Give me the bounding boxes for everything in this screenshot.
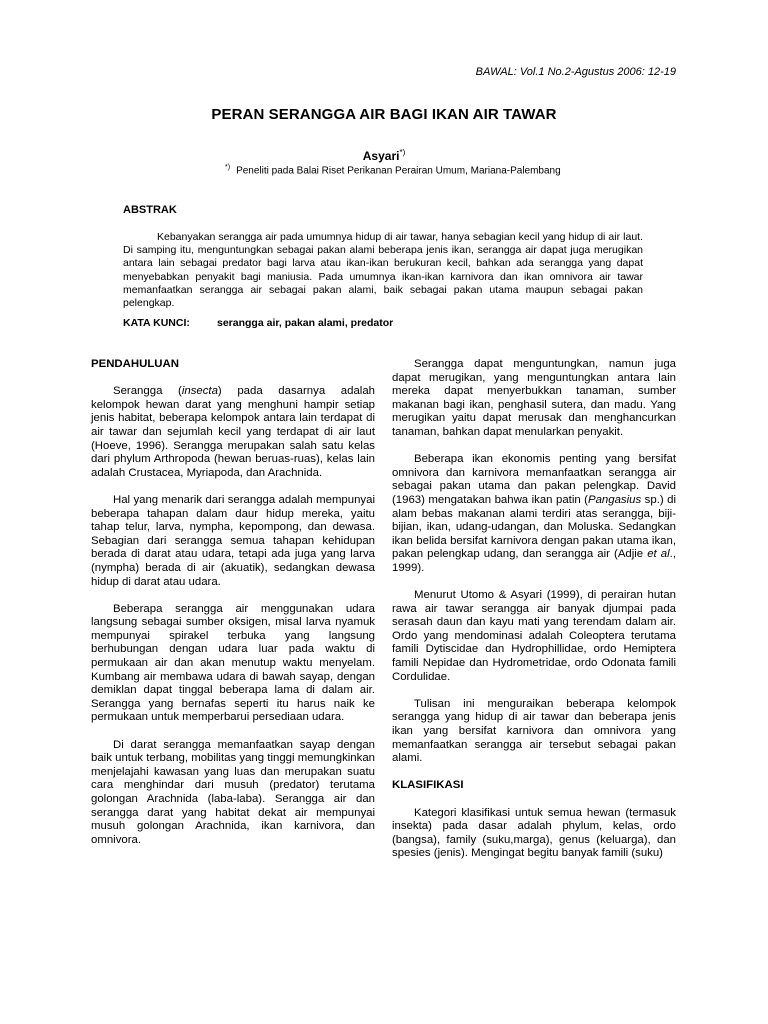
paragraph: Beberapa serangga air menggunakan udara langsung sebagai sumber oksigen, misal larva nyamuk mempunyai spirakel terbuka yang langsung berhubungan dengan udara luar pada waktu di permukaan air dan akan menutup waktu menyelam. Kumbang air membawa udara di bawah sayap, dengan demiklan dapat tinggal beberapa lama di dalam air. Serangga yang bernafas seperti itu harus naik ke permukaan untuk memperbarui persediaan udara. <box>91 602 375 724</box>
author <box>0 148 768 163</box>
italic-term: et al <box>647 548 670 561</box>
author-mark: *) <box>399 148 406 157</box>
paragraph: Menurut Utomo & Asyari (1999), di perairan hutan rawa air tawar serangga air banyak djumpai pada serasah daun dan kayu mati yang terendam dalam air. Ordo yang mendominasi adalah Coleoptera terutama famili Dytiscidae dan Hydrophillidae, ordo Hemiptera famili Nepidae dan Hydrometridae, ordo Odonata famili Cordulidae. <box>392 589 676 683</box>
paragraph: Serangga dapat menguntungkan, namun juga dapat merugikan, yang menguntungkan antara lain mereka dapat menyerbukkan tanaman, sumber makanan bagi ikan, penghasil sutera, dan madu. Yang merugikan yaitu dapat merusak dan menghancurkan tanaman, bahkan dapat menularkan penyakit. <box>392 358 676 438</box>
paragraph: Hal yang menarik dari serangga adalah mempunyai beberapa tahapan dalam daur hidup mereka, yaitu tahap telur, larva, nympha, kepompong, dan dewasa. Sebagian dari serangga semua tahapan kehidupan berada di darat atau udara, tetapi ada juga yang larva (nympha) berada di air (akuatik), sedangkan dewasa hidup di darat atau udara. <box>91 493 375 588</box>
paragraph: Di darat serangga memanfaatkan sayap dengan baik untuk terbang, mobilitas yang tinggi memungkinkan menjelajahi kawasan yang luas dan merupakan suatu cara menghindar dari musuh (predator) terutama golongan Arachnida (laba-laba). Serangga air dan serangga darat yang habitat dekat air mempunyai musuh golongan Arachnida, ikan karnivora, dan omnivora. <box>91 738 375 846</box>
text-run: ) pada dasarnya adalah kelompok hewan darat yang menghuni hampir setiap jenis habitat, beberapa kelompok antara lain terdapat di air tawar dan sejumlah kecil yang terdapat di air laut (Hoeve, 1996). Serangga merupakan salah satu kelas dari phylum Arthropoda (hewan beruas-ruas), kelas lain adalah Crustacea, Myriapoda, dan Arachnida. <box>91 385 375 479</box>
abstract-body <box>123 231 643 310</box>
section-heading-pendahuluan: PENDAHULUAN <box>91 358 179 370</box>
italic-term: Pangasius <box>587 493 642 506</box>
text-run: sp.) di alam bebas makanan alami terdiri atas serangga, biji-bijian, ikan, udang-udangan, dan Moluska. Sedangkan ikan belida bersifat karnivora dengan pakan utama ikan, pakan pelengkap udang, dan serangga air (Adjie <box>392 493 677 561</box>
left-column <box>91 358 375 861</box>
keywords <box>123 317 393 329</box>
author-name: Asyari <box>362 149 400 163</box>
paragraph: Kategori klasifikasi untuk semua hewan (termasuk insekta) pada dasar adalah phylum, kelas, ordo (bangsa), family (suku,marga), genus (keluarga), dan spesies (jenis). Mengingat begitu banyak famili (suku) <box>392 806 676 860</box>
affiliation-mark: *) <box>225 164 231 171</box>
text-run: ., 1999). <box>392 548 676 574</box>
section-heading-klasifikasi: KLASIFIKASI <box>392 779 464 792</box>
keywords-value: serangga air, pakan alami, predator <box>217 317 394 329</box>
keywords-label: KATA KUNCI: <box>123 317 190 329</box>
journal-citation: BAWAL: Vol.1 No.2-Agustus 2006: 12-19 <box>475 66 676 78</box>
paper-title: PERAN SERANGGA AIR BAGI IKAN AIR TAWAR <box>211 106 557 123</box>
right-column <box>392 358 676 875</box>
abstract-heading: ABSTRAK <box>123 204 177 216</box>
text-run: Serangga ( <box>113 385 182 398</box>
affiliation <box>225 164 561 176</box>
paragraph: Tulisan ini menguraikan beberapa kelompok serangga yang hidup di air tawar dan beberapa jenis ikan yang bersifat karnivora dan omnivora yang memanfaatkan serangga air tersebut sebagai pakan alami. <box>392 697 676 765</box>
paragraph <box>91 385 375 480</box>
text-run: Beberapa ikan ekonomis penting yang bersifat omnivora dan karnivora memanfaatkan serangga air sebagai pakan utama dan pakan pelengkap. David (1963) mengatakan bahwa ikan patin ( <box>392 453 676 506</box>
italic-term: insecta <box>181 385 218 398</box>
paragraph <box>392 453 676 575</box>
affiliation-text: Peneliti pada Balai Riset Perikanan Perairan Umum, Mariana-Palembang <box>236 165 561 177</box>
abstract-text: Kebanyakan serangga air pada umumnya hidup di air tawar, hanya sebagian kecil yang hidup di air laut. Di samping itu, menguntungkan sebagai pakan alami beberapa jenis ikan, serangga air dapat juga merugikan antara lain sebagai predator bagi larva atau ikan-ikan berukuran kecil, bahkan ada serangga yang dapat menyebabkan penyakit bagi maniusia. Pada umumnya ikan-ikan karnivora dan ikan omnivora air tawar memanfaatkan serangga air sebagai pakan alami, baik sebagai pakan utama maupun sebagai pakan pelengkap. <box>123 231 643 310</box>
